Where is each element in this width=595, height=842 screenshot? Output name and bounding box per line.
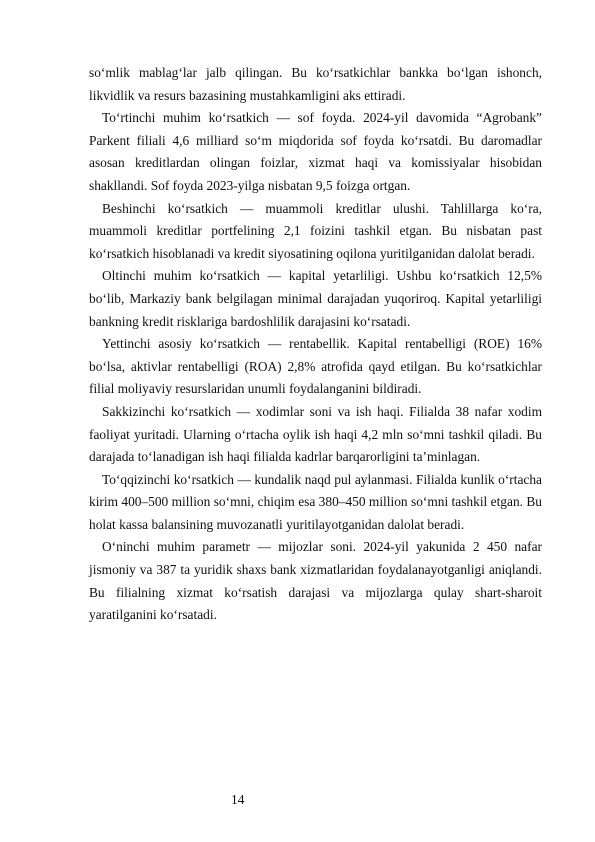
paragraph-net-profit: To‘rtinchi muhim ko‘rsatkich — sof foyda. 2024-yil davomida “Agrobank” Parkent filiali 4,6 milliard so‘m miqdorida sof foyda ko‘rsatdi. Bu daromadlar asosan kreditlardan olingan foizlar, xizmat haqi va komissiyalar hisobidan shakllandi. Sof foyda 2023-yilga nisbatan 9,5 foizga ortgan. [89,110,542,193]
paragraph-clients: O‘ninchi muhim parametr — mijozlar soni. 2024-yil yakunida 2 450 nafar jismoniy va 387 ta yuridik shaxs bank xizmatlaridan foydalanayotganligi aniqlandi. Bu filialning xizmat ko‘rsatish darajasi va mijozlarga qulay shart-sharoit yaratilganini ko‘rsatadi. [89,539,542,623]
document-body [89,62,542,627]
paragraph-profitability: Yettinchi asosiy ko‘rsatkich — rentabellik. Kapital rentabelligi (ROE) 16% bo‘lsa, aktivlar rentabelligi (ROA) 2,8% atrofida qayd etilgan. Bu ko‘rsatkichlar filial moliyaviy resurslaridan unumli foydalanganini bildiradi. [89,336,542,397]
paragraph-problem-loans: Beshinchi ko‘rsatkich — muammoli kreditlar ulushi. Tahlillarga ko‘ra, muammoli kreditlar portfelining 2,1 foizini tashkil etgan. Bu nisbatan past ko‘rsatkich hisoblanadi va kredit siyosatining oqilona yuritilganidan dalolat beradi. [89,200,542,261]
paragraph-staff-salary: Sakkizinchi ko‘rsatkich — xodimlar soni va ish haqi. Filialda 38 nafar xodim faoliyat yuritadi. Ularning o‘rtacha oylik ish haqi 4,2 mln so‘mni tashkil qiladi. Bu darajada to‘lanadigan ish haqi filialda kadrlar barqarorligini ta’minlagan. [89,403,542,465]
paragraph-continuation: so‘mlik mablag‘lar jalb qilingan. Bu ko‘rsatkichlar bankka bo‘lgan ishonch, likvidlik va resurs bazasining mustahkamligini aks ettiradi. [89,65,542,103]
paragraph-cash-turnover: To‘qqizinchi ko‘rsatkich — kundalik naqd pul aylanmasi. Filialda kunlik o‘rtacha kirim 400–500 million so‘mni, chiqim esa 380–450 million so‘mni tashkil etgan. Bu holat kassa balansining muvozanatli yuritilayotganidan dalolat beradi. [89,471,542,532]
paragraph-capital-adequacy: Oltinchi muhim ko‘rsatkich — kapital yetarliligi. Ushbu ko‘rsatkich 12,5% bo‘lib, Markaziy bank belgilagan minimal darajadan yuqoriroq. Kapital yetarliligi bankning kredit risklariga bardoshlilik darajasini ko‘rsatadi. [89,268,542,329]
page-number: 14 [231,792,245,807]
